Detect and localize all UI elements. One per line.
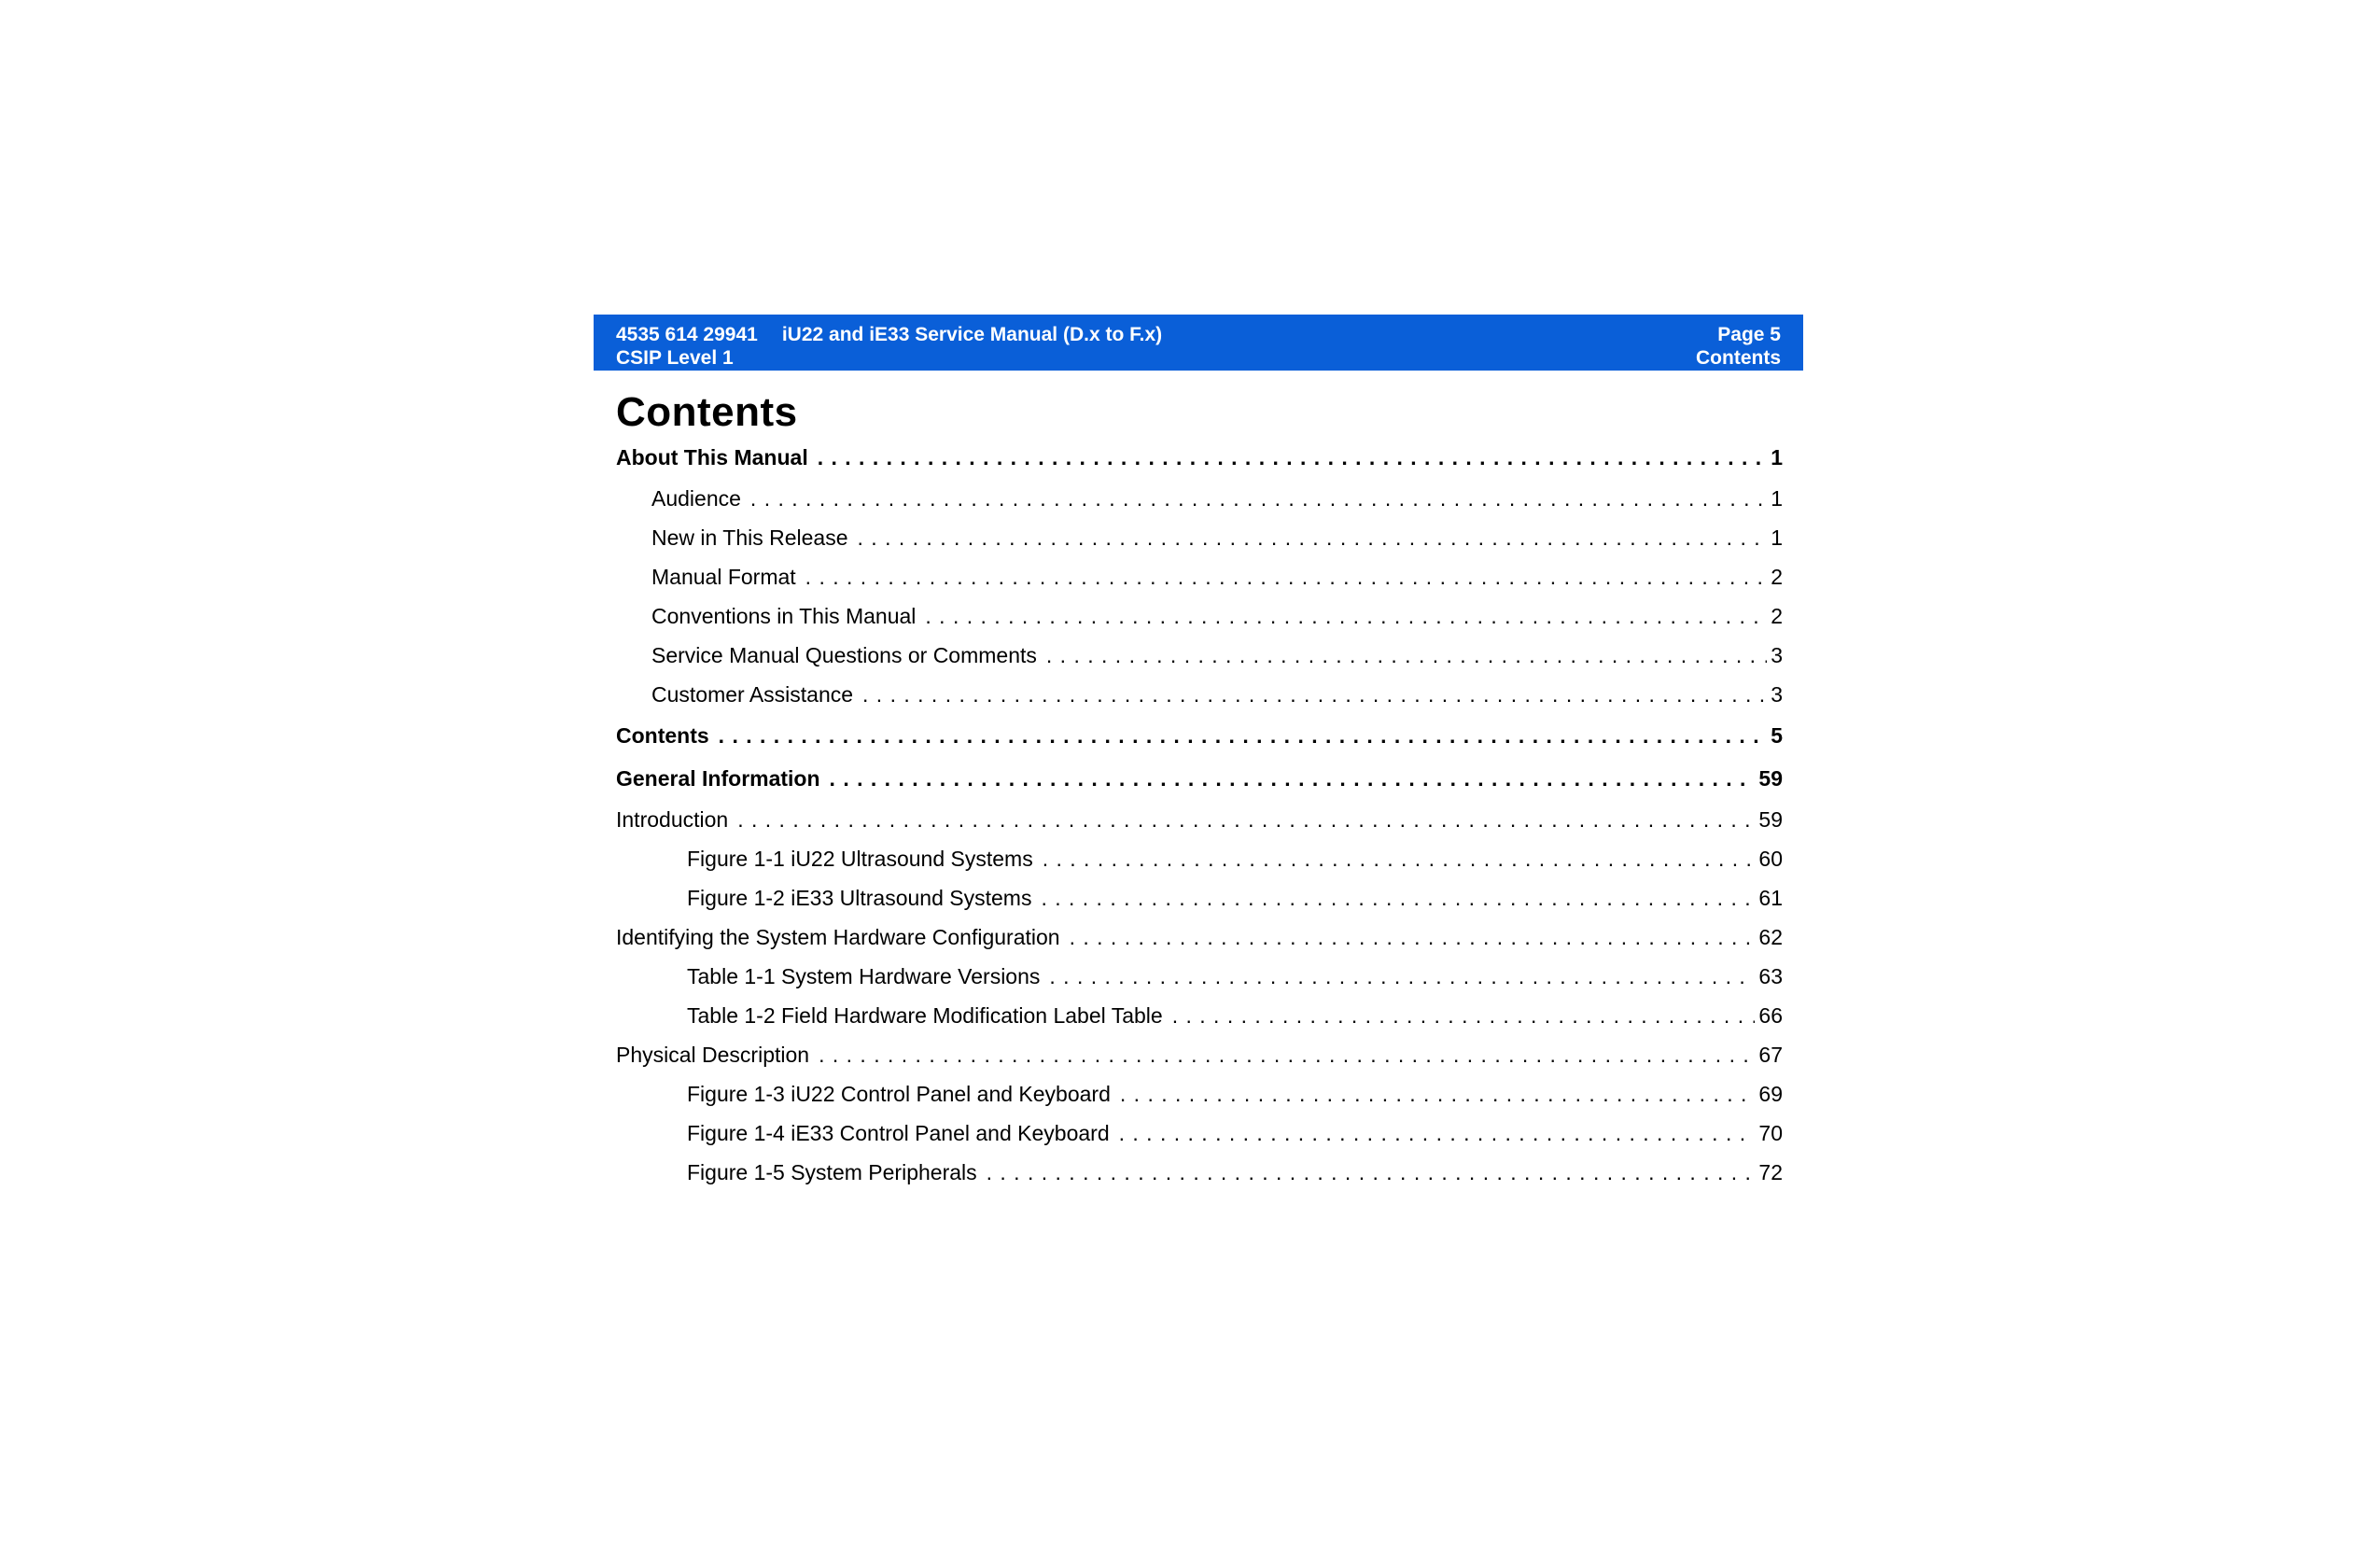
toc-label: Table 1-2 Field Hardware Modification Label Table xyxy=(687,1003,1163,1028)
toc-label: Figure 1-1 iU22 Ultrasound Systems xyxy=(687,847,1033,871)
toc-page-number: 3 xyxy=(1771,682,1783,707)
toc-page-number: 1 xyxy=(1771,486,1783,511)
toc-label: General Information xyxy=(616,766,820,791)
toc-leader-dots xyxy=(1070,918,1756,957)
toc-page-number: 59 xyxy=(1758,766,1783,791)
toc-leader-dots xyxy=(737,800,1755,839)
toc-page-number: 67 xyxy=(1758,1043,1783,1067)
toc-entry-audience[interactable] xyxy=(616,479,1783,518)
toc-label: Introduction xyxy=(616,807,729,832)
toc-label: Figure 1-5 System Peripherals xyxy=(687,1160,977,1184)
toc-page-number: 60 xyxy=(1758,847,1783,871)
toc-leader-dots xyxy=(830,757,1756,800)
toc-label: Figure 1-4 iE33 Control Panel and Keyboard xyxy=(687,1121,1110,1145)
doc-number: 4535 614 29941 xyxy=(616,324,758,345)
toc-page-number: 70 xyxy=(1758,1121,1783,1145)
toc-leader-dots xyxy=(1120,1074,1756,1114)
page-number-label: Page 5 xyxy=(1717,324,1781,345)
toc-leader-dots xyxy=(819,1035,1755,1074)
header-left xyxy=(616,323,1162,371)
toc-leader-dots xyxy=(858,518,1768,557)
toc-leader-dots xyxy=(1049,957,1755,996)
toc-entry-physical-description[interactable] xyxy=(616,1035,1783,1074)
toc-leader-dots xyxy=(1119,1114,1756,1153)
toc-entry-manual-format[interactable] xyxy=(616,557,1783,596)
toc-page-number: 1 xyxy=(1771,445,1783,469)
toc-entry-customer-assistance[interactable] xyxy=(616,675,1783,714)
toc-leader-dots xyxy=(862,675,1767,714)
header-title-line xyxy=(616,323,1162,346)
toc-page-number: 3 xyxy=(1771,643,1783,667)
toc-label: Audience xyxy=(651,486,741,511)
toc-entry-figure-1-4[interactable] xyxy=(616,1114,1783,1153)
toc-entry-table-1-2[interactable] xyxy=(616,996,1783,1035)
toc-entry-general-information[interactable] xyxy=(616,757,1783,800)
toc-label: Manual Format xyxy=(651,565,796,589)
toc-page-number: 72 xyxy=(1758,1160,1783,1184)
toc-leader-dots xyxy=(1041,878,1755,918)
toc-entry-figure-1-2[interactable] xyxy=(616,878,1783,918)
toc-leader-dots xyxy=(719,714,1768,757)
toc-entry-hardware-configuration[interactable] xyxy=(616,918,1783,957)
section-label: Contents xyxy=(1696,347,1781,369)
toc-entry-conventions[interactable] xyxy=(616,596,1783,636)
toc-leader-dots xyxy=(805,557,1768,596)
toc-label: Service Manual Questions or Comments xyxy=(651,643,1037,667)
toc-label: Table 1-1 System Hardware Versions xyxy=(687,964,1041,988)
toc-entry-figure-1-1[interactable] xyxy=(616,839,1783,878)
toc-leader-dots xyxy=(1172,996,1756,1035)
toc-leader-dots xyxy=(1043,839,1756,878)
csip-level: CSIP Level 1 xyxy=(616,347,734,369)
toc-entry-questions-comments[interactable] xyxy=(616,636,1783,675)
toc-page-number: 2 xyxy=(1771,604,1783,628)
toc-label: Customer Assistance xyxy=(651,682,854,707)
toc-label: About This Manual xyxy=(616,445,808,469)
toc-label: Figure 1-2 iE33 Ultrasound Systems xyxy=(687,886,1032,910)
toc-entry-about-this-manual[interactable] xyxy=(616,436,1783,479)
toc-page-number: 63 xyxy=(1758,964,1783,988)
toc-label: Conventions in This Manual xyxy=(651,604,917,628)
toc-label: Identifying the System Hardware Configuration xyxy=(616,925,1060,949)
toc-entry-contents[interactable] xyxy=(616,714,1783,757)
toc-page-number: 62 xyxy=(1758,925,1783,949)
header-right xyxy=(1696,323,1781,371)
toc-leader-dots xyxy=(818,436,1767,479)
toc-page-number: 66 xyxy=(1758,1003,1783,1028)
page-header-bar xyxy=(594,315,1803,371)
toc-page-number: 5 xyxy=(1771,723,1783,748)
toc-leader-dots xyxy=(1046,636,1767,675)
toc-entry-new-in-this-release[interactable] xyxy=(616,518,1783,557)
toc-entry-figure-1-5[interactable] xyxy=(616,1153,1783,1192)
toc-label: Contents xyxy=(616,723,709,748)
toc-page-number: 59 xyxy=(1758,807,1783,832)
toc-leader-dots xyxy=(925,596,1767,636)
toc-entry-figure-1-3[interactable] xyxy=(616,1074,1783,1114)
toc-page-number: 69 xyxy=(1758,1082,1783,1106)
toc-page-number: 1 xyxy=(1771,525,1783,550)
page-title: Contents xyxy=(616,389,798,435)
toc-label: Physical Description xyxy=(616,1043,810,1067)
toc-label: New in This Release xyxy=(651,525,848,550)
toc-label: Figure 1-3 iU22 Control Panel and Keyboard xyxy=(687,1082,1111,1106)
table-of-contents xyxy=(616,436,1783,1192)
toc-entry-table-1-1[interactable] xyxy=(616,957,1783,996)
toc-page-number: 61 xyxy=(1758,886,1783,910)
toc-leader-dots xyxy=(750,479,1767,518)
toc-page-number: 2 xyxy=(1771,565,1783,589)
toc-entry-introduction[interactable] xyxy=(616,800,1783,839)
toc-leader-dots xyxy=(987,1153,1756,1192)
manual-page xyxy=(594,315,1803,1192)
manual-title: iU22 and iE33 Service Manual (D.x to F.x) xyxy=(781,324,1163,345)
